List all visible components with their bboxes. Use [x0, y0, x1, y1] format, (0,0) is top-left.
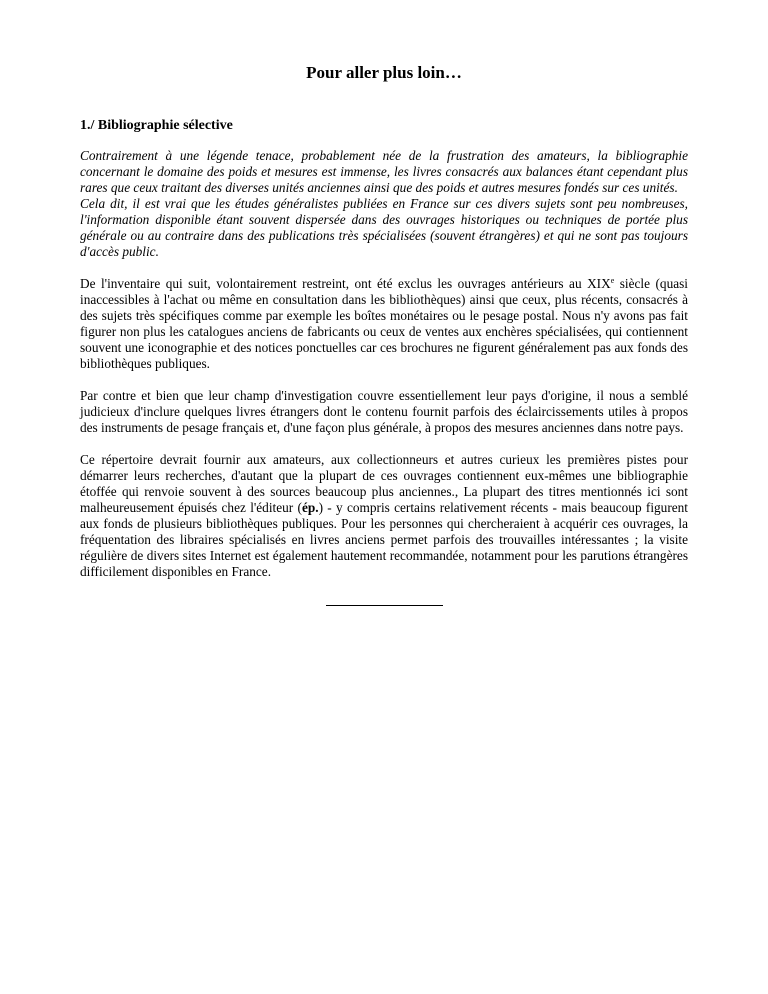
inventory-paragraph [80, 276, 688, 372]
body-text [80, 148, 688, 596]
inventory-text-end: siècle (quasi inaccessibles à l'achat ou même en consultation dans les bibliothèques) ainsi que ceux, plus récents, consacrés à des sujets très spécifiques comme par exemple les boîtes monétaires ou le pesage postal. Nous n'y avons pas fait figurer non plus les catalogues anciens de fabricants ou ceux de ventes aux enchères spécialisées, qui contiennent souvent une iconographie et des notices ponctuelles car ces brochures ne figurent généralement pas aux fonds des bibliothèques publiques. [80, 276, 689, 371]
directory-text-end: ) - y compris certains relativement récents - mais beaucoup figurent aux fonds de plusieurs bibliothèques publiques. Pour les personnes qui chercheraient à acquérir ces ouvrages, la fréquentation des libraires spécialisés en livres anciens permet parfois des trouvailles intéressantes ; la visite régulière de divers sites Internet est également hautement recommandée, notamment pour les parutions étrangères difficilement disponibles en France. [80, 500, 688, 579]
intro-paragraph-2: Cela dit, il est vrai que les études généralistes publiées en France sur ces divers sujets sont peu nombreuses, l'information disponible étant souvent dispersée dans des ouvrages historiques ou techniques de portée plus générale ou au contraire dans des publications très spécialisées (souvent étrangères) et qui ne sont pas toujours d'accès public. [80, 196, 688, 259]
century-superscript: e [610, 276, 615, 285]
intro-paragraph-1: Contrairement à une légende tenace, probablement née de la frustration des amateurs, la bibliographie concernant le domaine des poids et mesures est immense, les livres consacrés aux balances étant cependant plus rares que ceux traitant des diverses unités anciennes ainsi que des poids et autres mesures fondés sur ces unités. [80, 148, 688, 195]
section-heading: 1./ Bibliographie sélective [80, 118, 233, 133]
abbreviation-ep: ép. [301, 500, 319, 515]
directory-paragraph [80, 452, 688, 580]
foreign-books-paragraph: Par contre et bien que leur champ d'investigation couvre essentiellement leur pays d'origine, il nous a semblé judicieux d'inclure quelques livres étrangers dont le contenu fournit parfois des éclaircissements utiles à propos des instruments de pesage français et, d'une façon plus générale, à propos des mesures anciennes dans notre pays. [80, 388, 688, 435]
directory-text-start: Ce répertoire devrait fournir aux amateurs, aux collectionneurs et autres curieux les premières pistes pour démarrer leurs recherches, d'autant que la plupart de ces ouvrages contiennent eux-mêmes une bibliographie étoffée qui renvoie souvent à des sources beaucoup plus anciennes., La plupart des titres mentionnés ici sont malheureusement épuisés chez l'éditeur ( [80, 452, 688, 515]
page-title: Pour aller plus loin… [306, 63, 462, 82]
inventory-text-start: De l'inventaire qui suit, volontairement restreint, ont été exclus les ouvrages antérieurs au XIX [80, 276, 611, 291]
section-divider [326, 605, 443, 606]
